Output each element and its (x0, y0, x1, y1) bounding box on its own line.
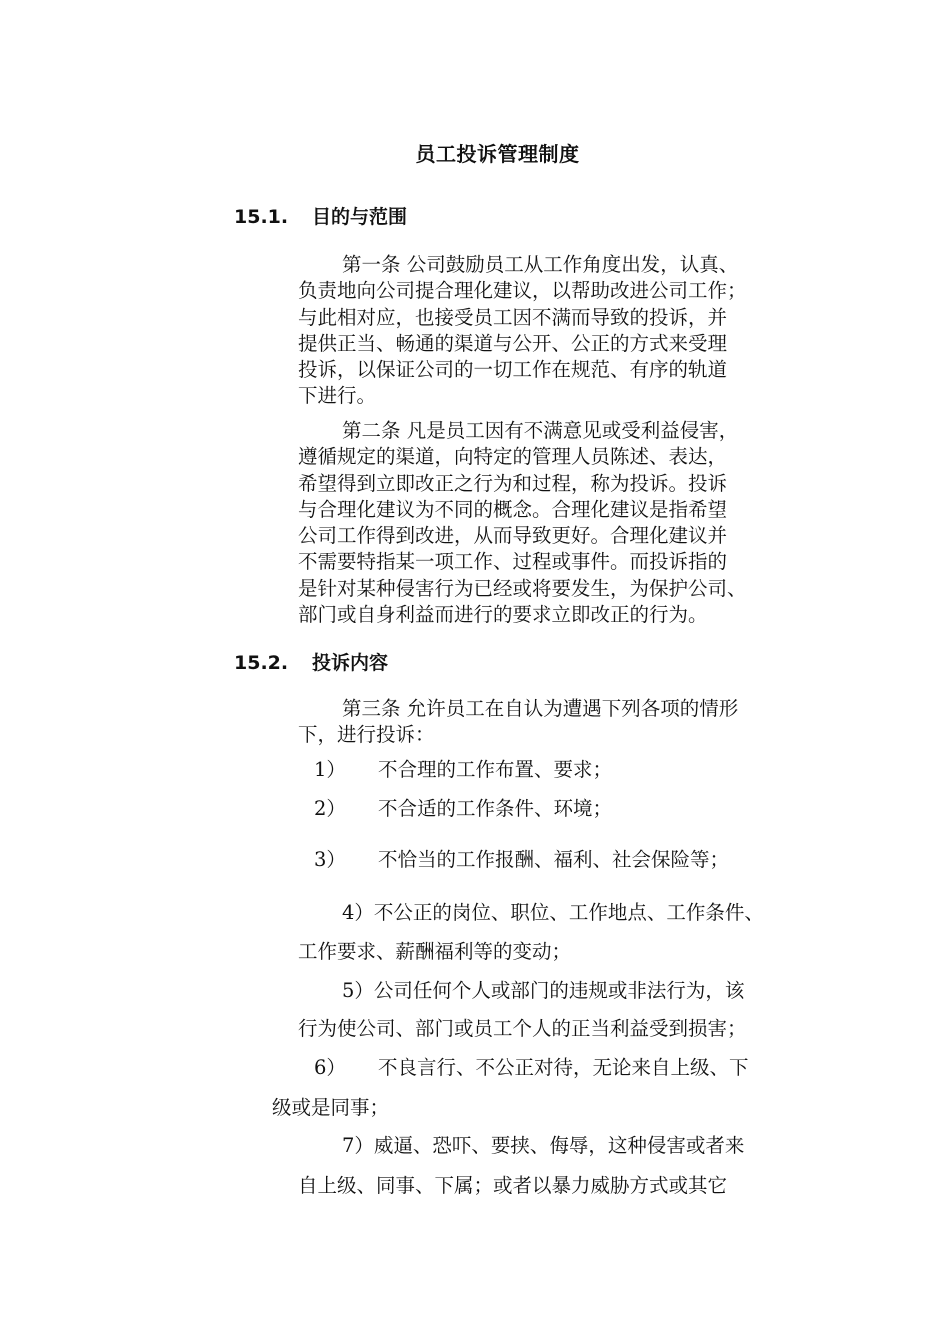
paragraph-line: 不需要特指某一项工作、过程或事件。而投诉指的 (298, 550, 728, 574)
paragraph-line: 投诉，以保证公司的一切工作在规范、有序的轨道 (298, 358, 728, 382)
article-3-paragraph (298, 696, 823, 749)
section-number: 15.2. (234, 652, 289, 674)
paragraph-line: 遵循规定的渠道，向特定的管理人员陈述、表达， (298, 445, 728, 469)
paragraph-line: 是针对某种侵害行为已经或将要发生，为保护公司、 (298, 576, 747, 600)
section-number: 15.1. (234, 206, 289, 228)
list-item-5-line-1: 5）公司任何个人或部门的违规或非法行为，该 (342, 979, 745, 1002)
paragraph-line: 负责地向公司提合理化建议，以帮助改进公司工作； (298, 279, 747, 303)
article-2-paragraph (298, 418, 823, 628)
paragraph-line: 部门或自身利益而进行的要求立即改正的行为。 (298, 603, 708, 627)
list-item-3 (314, 847, 729, 873)
paragraph-line: 第二条 凡是员工因有不满意见或受利益侵害， (342, 419, 739, 442)
list-item-4-line-2: 工作要求、薪酬福利等的变动； (298, 940, 572, 963)
item-text: 不合适的工作条件、环境； (378, 797, 613, 820)
item-text: 不合理的工作布置、要求； (378, 758, 613, 781)
paragraph-line: 与此相对应，也接受员工因不满而导致的投诉，并 (298, 305, 728, 329)
item-marker: 2） (314, 797, 346, 820)
item-marker: 1） (314, 758, 346, 781)
paragraph-line: 第三条 允许员工在自认为遭遇下列各项的情形 (342, 697, 739, 720)
paragraph-line: 与合理化建议为不同的概念。合理化建议是指希望 (298, 497, 728, 521)
list-item-5-line-2: 行为使公司、部门或员工个人的正当利益受到损害； (298, 1017, 747, 1040)
section-title: 投诉内容 (312, 652, 389, 674)
paragraph-line: 希望得到立即改正之行为和过程，称为投诉。投诉 (298, 471, 728, 495)
item-text: 不良言行、不公正对待，无论来自上级、下 (378, 1056, 749, 1079)
article-1-paragraph (298, 252, 823, 410)
item-marker: 6） (314, 1056, 346, 1079)
list-item-6-line-1 (314, 1055, 749, 1081)
item-marker: 3） (314, 848, 346, 871)
list-item-6-line-2: 级或是同事； (272, 1096, 390, 1119)
paragraph-line: 公司工作得到改进，从而导致更好。合理化建议并 (298, 524, 728, 548)
list-item-1 (314, 757, 612, 783)
paragraph-line: 下，进行投诉： (298, 723, 435, 747)
item-text: 不恰当的工作报酬、福利、社会保险等； (378, 848, 730, 871)
paragraph-line: 第一条 公司鼓励员工从工作角度出发，认真、 (342, 253, 739, 276)
section-heading-15-2 (234, 648, 388, 675)
list-item-7-line-2: 自上级、同事、下属；或者以暴力威胁方式或其它 (298, 1174, 728, 1197)
list-item-7-line-1: 7）威逼、恐吓、要挟、侮辱，这种侵害或者来 (342, 1134, 745, 1157)
paragraph-line: 下进行。 (298, 384, 377, 408)
section-title: 目的与范围 (312, 206, 408, 228)
list-item-4-line-1: 4）不公正的岗位、职位、工作地点、工作条件、 (342, 901, 764, 924)
document-title: 员工投诉管理制度 (415, 142, 580, 166)
list-item-2 (314, 796, 612, 822)
paragraph-line: 提供正当、畅通的渠道与公开、公正的方式来受理 (298, 331, 728, 355)
section-heading-15-1 (234, 202, 407, 229)
